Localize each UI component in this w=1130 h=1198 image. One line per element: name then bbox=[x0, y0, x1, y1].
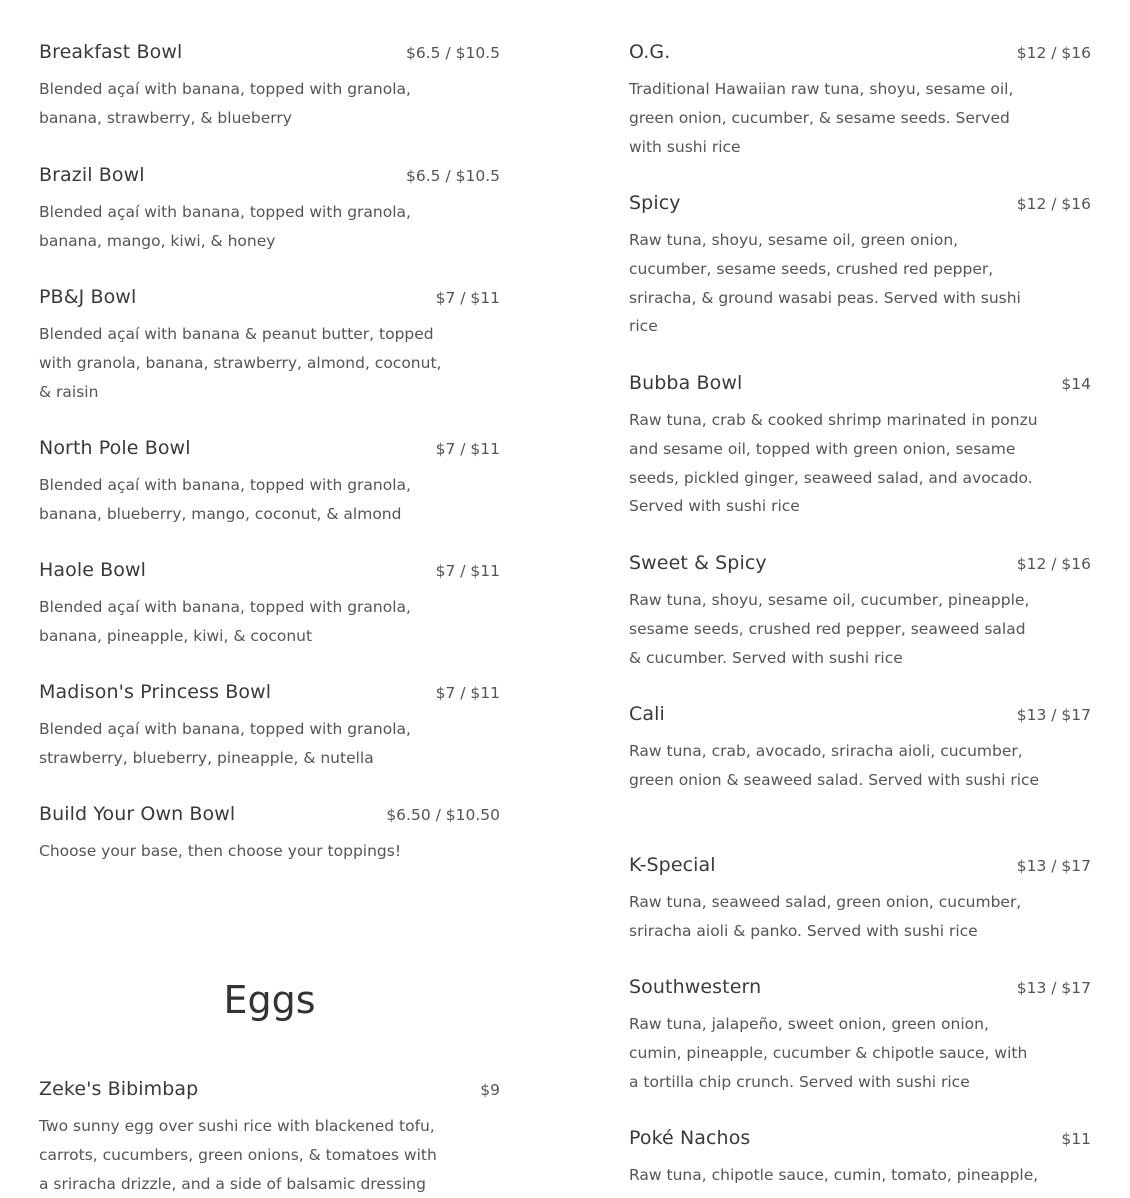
item-name: Cali bbox=[629, 703, 665, 725]
item-price: $7 / $11 bbox=[435, 684, 500, 702]
item-price: $6.50 / $10.50 bbox=[386, 806, 500, 824]
item-name: Haole Bowl bbox=[39, 559, 147, 581]
item-price: $13 / $17 bbox=[1016, 979, 1091, 997]
item-price: $12 / $16 bbox=[1016, 555, 1091, 573]
menu-item bbox=[629, 703, 1091, 789]
item-price: $6.5 / $10.5 bbox=[406, 167, 500, 185]
item-description: Raw tuna, shoyu, sesame oil, green onion, cucumber, sesame seeds, crushed red pepper, sriracha, & ground wasabi peas. Served with sushi rice bbox=[629, 231, 1021, 336]
item-description: Blended açaí with banana, topped with granola, strawberry, blueberry, pineapple, & nutella bbox=[39, 720, 411, 767]
item-price: $12 / $16 bbox=[1016, 44, 1091, 62]
item-name: North Pole Bowl bbox=[39, 437, 191, 459]
item-description: Raw tuna, shoyu, sesame oil, cucumber, pineapple, sesame seeds, crushed red pepper, seaweed salad & cucumber. Served with sushi rice bbox=[629, 591, 1030, 667]
item-name: K-Special bbox=[629, 854, 716, 876]
menu-item bbox=[39, 681, 500, 767]
item-description: Choose your base, then choose your toppings! bbox=[39, 842, 402, 860]
item-name: Brazil Bowl bbox=[39, 164, 145, 186]
item-description: Raw tuna, jalapeño, sweet onion, green onion, cumin, pineapple, cucumber & chipotle sauce, with a tortilla chip crunch. Served with sushi rice bbox=[629, 1015, 1028, 1091]
menu-item bbox=[39, 559, 500, 645]
item-description: Blended açaí with banana, topped with granola, banana, mango, kiwi, & honey bbox=[39, 203, 411, 250]
item-price: $12 / $16 bbox=[1016, 195, 1091, 213]
item-price: $7 / $11 bbox=[435, 440, 500, 458]
item-name: Bubba Bowl bbox=[629, 372, 743, 394]
item-price: $14 bbox=[1061, 375, 1091, 393]
menu-item bbox=[39, 41, 500, 127]
item-name: Southwestern bbox=[629, 976, 762, 998]
item-description: Two sunny egg over sushi rice with blackened tofu, carrots, cucumbers, green onions, & tomatoes with a sriracha drizzle, and a side of balsamic dressing bbox=[39, 1117, 437, 1193]
item-price: $7 / $11 bbox=[435, 289, 500, 307]
item-description: Blended açaí with banana, topped with granola, banana, blueberry, mango, coconut, & almond bbox=[39, 476, 411, 523]
menu-item bbox=[629, 1127, 1091, 1184]
menu-item bbox=[39, 437, 500, 523]
item-name: Zeke's Bibimbap bbox=[39, 1078, 199, 1100]
item-description: Raw tuna, chipotle sauce, cumin, tomato, pineapple, bbox=[629, 1166, 1039, 1184]
item-name: Madison's Princess Bowl bbox=[39, 681, 272, 703]
item-description: Blended açaí with banana, topped with granola, banana, pineapple, kiwi, & coconut bbox=[39, 598, 411, 645]
item-description: Raw tuna, seaweed salad, green onion, cucumber, sriracha aioli & panko. Served with sushi rice bbox=[629, 893, 1022, 940]
menu-item bbox=[629, 976, 1091, 1091]
menu-item bbox=[629, 41, 1091, 156]
item-name: Breakfast Bowl bbox=[39, 41, 183, 63]
item-name: Build Your Own Bowl bbox=[39, 803, 236, 825]
item-price: $6.5 / $10.5 bbox=[406, 44, 500, 62]
item-description: Raw tuna, crab, avocado, sriracha aioli, cucumber, green onion & seaweed salad. Served with sushi rice bbox=[629, 742, 1040, 789]
item-price: $11 bbox=[1061, 1130, 1091, 1148]
menu-item bbox=[39, 286, 500, 401]
item-price: $13 / $17 bbox=[1016, 857, 1091, 875]
menu-item bbox=[39, 1078, 500, 1193]
item-name: O.G. bbox=[629, 41, 671, 63]
item-name: PB&J Bowl bbox=[39, 286, 137, 308]
item-price: $7 / $11 bbox=[435, 562, 500, 580]
item-description: Blended açaí with banana & peanut butter, topped with granola, banana, strawberry, almond, coconut, & raisin bbox=[39, 325, 442, 401]
menu-item bbox=[629, 192, 1091, 336]
menu-item bbox=[39, 164, 500, 250]
menu-item bbox=[629, 552, 1091, 667]
item-name: Spicy bbox=[629, 192, 681, 214]
item-description: Blended açaí with banana, topped with granola, banana, strawberry, & blueberry bbox=[39, 80, 411, 127]
item-description: Raw tuna, crab & cooked shrimp marinated in ponzu and sesame oil, topped with green onion, sesame seeds, pickled ginger, seaweed salad, and avocado. Served with sushi rice bbox=[629, 411, 1038, 516]
item-name: Sweet & Spicy bbox=[629, 552, 767, 574]
section-title-eggs: Eggs bbox=[223, 978, 316, 1022]
item-price: $9 bbox=[480, 1081, 500, 1099]
menu-item bbox=[629, 854, 1091, 940]
item-description: Traditional Hawaiian raw tuna, shoyu, sesame oil, green onion, cucumber, & sesame seeds. Served with sushi rice bbox=[629, 80, 1014, 156]
menu-item bbox=[39, 803, 500, 860]
item-name: Poké Nachos bbox=[629, 1127, 751, 1149]
menu-item bbox=[629, 372, 1091, 516]
item-price: $13 / $17 bbox=[1016, 706, 1091, 724]
